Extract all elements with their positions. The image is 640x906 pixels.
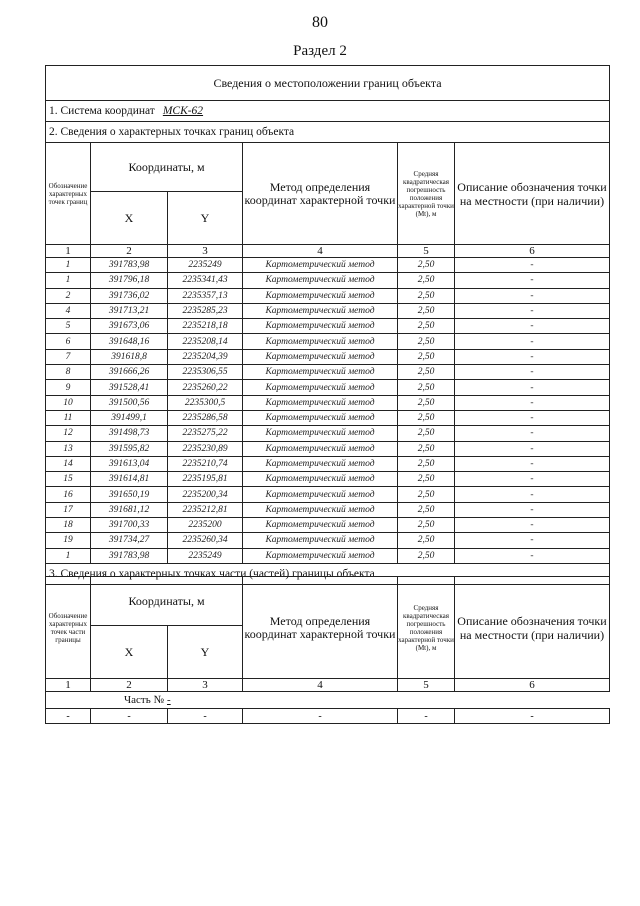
method-cell: Картометрический метод bbox=[243, 410, 398, 425]
y-cell: 2235200 bbox=[168, 518, 243, 533]
y-cell: 2235285,23 bbox=[168, 303, 243, 318]
x-cell: 391681,12 bbox=[91, 502, 168, 517]
table-row bbox=[46, 502, 610, 517]
table-row bbox=[46, 258, 610, 273]
point-number-cell: 10 bbox=[46, 395, 91, 410]
y-cell: 2235210,74 bbox=[168, 456, 243, 471]
description-cell: - bbox=[455, 258, 610, 273]
method-cell: Картометрический метод bbox=[243, 456, 398, 471]
point-number-cell: 6 bbox=[46, 334, 91, 349]
x-cell: 391700,33 bbox=[91, 518, 168, 533]
method-cell: Картометрический метод bbox=[243, 426, 398, 441]
table-row bbox=[46, 334, 610, 349]
precision-cell: 2,50 bbox=[398, 380, 455, 395]
cell: - bbox=[91, 709, 168, 724]
precision-cell: 2,50 bbox=[398, 258, 455, 273]
method-cell: Картометрический метод bbox=[243, 533, 398, 548]
x-cell: 391618,8 bbox=[91, 349, 168, 364]
cell: - bbox=[168, 709, 243, 724]
precision-cell: 2,50 bbox=[398, 319, 455, 334]
x-cell: 391673,06 bbox=[91, 319, 168, 334]
precision-cell: 2,50 bbox=[398, 395, 455, 410]
point-number-cell: 1 bbox=[46, 273, 91, 288]
x-cell: 391595,82 bbox=[91, 441, 168, 456]
table-row bbox=[46, 365, 610, 380]
precision-cell: 2,50 bbox=[398, 456, 455, 471]
column-number: 4 bbox=[243, 245, 398, 258]
y-cell: 2235357,13 bbox=[168, 288, 243, 303]
description-cell: - bbox=[455, 502, 610, 517]
method-cell: Картометрический метод bbox=[243, 288, 398, 303]
description-cell: - bbox=[455, 288, 610, 303]
x-cell: 391796,18 bbox=[91, 273, 168, 288]
precision-cell: 2,50 bbox=[398, 487, 455, 502]
column-number: 6 bbox=[455, 245, 610, 258]
point-number-cell: 17 bbox=[46, 502, 91, 517]
description-cell: - bbox=[455, 441, 610, 456]
header-x: X bbox=[91, 192, 168, 245]
method-cell: Картометрический метод bbox=[243, 349, 398, 364]
point-number-cell: 13 bbox=[46, 441, 91, 456]
page-number: 80 bbox=[312, 14, 328, 31]
precision-cell: 2,50 bbox=[398, 502, 455, 517]
description-cell: - bbox=[455, 487, 610, 502]
x-cell: 391713,21 bbox=[91, 303, 168, 318]
x-cell: 391734,27 bbox=[91, 533, 168, 548]
table-row bbox=[46, 410, 610, 425]
y-cell: 2235249 bbox=[168, 258, 243, 273]
header-description: Описание обозначения точки на местности (при наличии) bbox=[455, 143, 610, 245]
table-row bbox=[46, 518, 610, 533]
precision-cell: 2,50 bbox=[398, 518, 455, 533]
x-cell: 391614,81 bbox=[91, 472, 168, 487]
method-cell: Картометрический метод bbox=[243, 365, 398, 380]
x-cell: 391736,02 bbox=[91, 288, 168, 303]
table-row bbox=[46, 395, 610, 410]
description-cell: - bbox=[455, 273, 610, 288]
x-cell: 391500,56 bbox=[91, 395, 168, 410]
point-number-cell: 15 bbox=[46, 472, 91, 487]
column-number: 6 bbox=[455, 679, 610, 692]
method-cell: Картометрический метод bbox=[243, 380, 398, 395]
part-header-description: Описание обозначения точки на местности (при наличии) bbox=[455, 577, 610, 679]
y-cell: 2235260,34 bbox=[168, 533, 243, 548]
table-row bbox=[46, 426, 610, 441]
point-number-cell: 11 bbox=[46, 410, 91, 425]
column-number: 3 bbox=[168, 679, 243, 692]
description-cell: - bbox=[455, 456, 610, 471]
coordinate-system-label: 1. Система координат bbox=[49, 105, 155, 117]
part-header-method: Метод определения координат характерной точки bbox=[243, 577, 398, 679]
method-cell: Картометрический метод bbox=[243, 258, 398, 273]
point-number-cell: 1 bbox=[46, 548, 91, 563]
method-cell: Картометрический метод bbox=[243, 395, 398, 410]
part-header-y: Y bbox=[168, 626, 243, 679]
y-cell: 2235230,89 bbox=[168, 441, 243, 456]
column-number: 4 bbox=[243, 679, 398, 692]
description-cell: - bbox=[455, 365, 610, 380]
part-number-label: Часть № bbox=[124, 694, 164, 706]
precision-cell: 2,50 bbox=[398, 288, 455, 303]
header-coords: Координаты, м bbox=[91, 143, 243, 192]
method-cell: Картометрический метод bbox=[243, 334, 398, 349]
method-cell: Картометрический метод bbox=[243, 518, 398, 533]
header-point: Обозначение характерных точек границ bbox=[46, 143, 91, 245]
table-row bbox=[46, 533, 610, 548]
description-cell: - bbox=[455, 303, 610, 318]
precision-cell: 2,50 bbox=[398, 334, 455, 349]
point-number-cell: 1 bbox=[46, 258, 91, 273]
coordinate-system-row bbox=[46, 101, 610, 122]
point-number-cell: 4 bbox=[46, 303, 91, 318]
precision-cell: 2,50 bbox=[398, 472, 455, 487]
part-header-point: Обозначение характерных точек части границы bbox=[46, 577, 91, 679]
column-number: 5 bbox=[398, 679, 455, 692]
table-row bbox=[46, 441, 610, 456]
method-cell: Картометрический метод bbox=[243, 319, 398, 334]
cell: - bbox=[398, 709, 455, 724]
point-number-cell: 8 bbox=[46, 365, 91, 380]
precision-cell: 2,50 bbox=[398, 349, 455, 364]
boundary-table bbox=[45, 65, 610, 585]
precision-cell: 2,50 bbox=[398, 533, 455, 548]
method-cell: Картометрический метод bbox=[243, 487, 398, 502]
coordinate-system-value: МСК-62 bbox=[162, 105, 204, 117]
y-cell: 2235218,18 bbox=[168, 319, 243, 334]
table-row bbox=[46, 319, 610, 334]
cell: - bbox=[455, 709, 610, 724]
precision-cell: 2,50 bbox=[398, 273, 455, 288]
table-row bbox=[46, 380, 610, 395]
precision-cell: 2,50 bbox=[398, 303, 455, 318]
y-cell: 2235204,39 bbox=[168, 349, 243, 364]
x-cell: 391648,16 bbox=[91, 334, 168, 349]
precision-cell: 2,50 bbox=[398, 426, 455, 441]
header-y: Y bbox=[168, 192, 243, 245]
description-cell: - bbox=[455, 380, 610, 395]
y-cell: 2235306,55 bbox=[168, 365, 243, 380]
point-number-cell: 19 bbox=[46, 533, 91, 548]
method-cell: Картометрический метод bbox=[243, 303, 398, 318]
part-header-precision: Средняя квадратическая погрешность положения характерной точки (Mt), м bbox=[398, 577, 455, 679]
y-cell: 2235300,5 bbox=[168, 395, 243, 410]
column-number: 2 bbox=[91, 679, 168, 692]
description-cell: - bbox=[455, 472, 610, 487]
point-number-cell: 2 bbox=[46, 288, 91, 303]
description-cell: - bbox=[455, 334, 610, 349]
column-number: 2 bbox=[91, 245, 168, 258]
table-row bbox=[46, 303, 610, 318]
description-cell: - bbox=[455, 426, 610, 441]
point-number-cell: 14 bbox=[46, 456, 91, 471]
x-cell: 391783,98 bbox=[91, 548, 168, 563]
method-cell: Картометрический метод bbox=[243, 502, 398, 517]
column-number: 1 bbox=[46, 245, 91, 258]
cell: - bbox=[46, 709, 91, 724]
table-row bbox=[46, 487, 610, 502]
x-cell: 391528,41 bbox=[91, 380, 168, 395]
table-row bbox=[46, 349, 610, 364]
section-title: Раздел 2 bbox=[293, 43, 347, 59]
y-cell: 2235249 bbox=[168, 548, 243, 563]
x-cell: 391650,19 bbox=[91, 487, 168, 502]
y-cell: 2235212,81 bbox=[168, 502, 243, 517]
y-cell: 2235275,22 bbox=[168, 426, 243, 441]
y-cell: 2235341,43 bbox=[168, 273, 243, 288]
cell: - bbox=[243, 709, 398, 724]
precision-cell: 2,50 bbox=[398, 441, 455, 456]
point-number-cell: 18 bbox=[46, 518, 91, 533]
description-cell: - bbox=[455, 518, 610, 533]
part-column-numbers-row bbox=[46, 679, 610, 692]
table-title: Сведения о местоположении границ объекта bbox=[46, 66, 610, 101]
precision-cell: 2,50 bbox=[398, 410, 455, 425]
header-precision: Средняя квадратическая погрешность положения характерной точки (Mt), м bbox=[398, 143, 455, 245]
description-cell: - bbox=[455, 349, 610, 364]
x-cell: 391499,1 bbox=[91, 410, 168, 425]
part-data-row bbox=[46, 709, 610, 724]
y-cell: 2235286,58 bbox=[168, 410, 243, 425]
method-cell: Картометрический метод bbox=[243, 441, 398, 456]
method-cell: Картометрический метод bbox=[243, 472, 398, 487]
y-cell: 2235195,81 bbox=[168, 472, 243, 487]
description-cell: - bbox=[455, 410, 610, 425]
point-number-cell: 16 bbox=[46, 487, 91, 502]
column-number: 3 bbox=[168, 245, 243, 258]
description-cell: - bbox=[455, 395, 610, 410]
part-number-row bbox=[46, 692, 610, 709]
precision-cell: 2,50 bbox=[398, 548, 455, 563]
part-number bbox=[46, 692, 610, 709]
y-cell: 2235208,14 bbox=[168, 334, 243, 349]
precision-cell: 2,50 bbox=[398, 365, 455, 380]
point-number-cell: 12 bbox=[46, 426, 91, 441]
point-number-cell: 9 bbox=[46, 380, 91, 395]
x-cell: 391783,98 bbox=[91, 258, 168, 273]
description-cell: - bbox=[455, 319, 610, 334]
column-numbers-row bbox=[46, 245, 610, 258]
part-header-coords: Координаты, м bbox=[91, 577, 243, 626]
column-number: 1 bbox=[46, 679, 91, 692]
method-cell: Картометрический метод bbox=[243, 548, 398, 563]
method-cell: Картометрический метод bbox=[243, 273, 398, 288]
parts-table bbox=[45, 576, 610, 724]
part-header-x: X bbox=[91, 626, 168, 679]
points-section-label: 2. Сведения о характерных точках границ объекта bbox=[46, 122, 610, 143]
column-number: 5 bbox=[398, 245, 455, 258]
parts-section-label: 3. Сведения о характерных точках части (частей) границы объекта bbox=[46, 563, 610, 584]
point-number-cell: 5 bbox=[46, 319, 91, 334]
x-cell: 391613,04 bbox=[91, 456, 168, 471]
y-cell: 2235260,22 bbox=[168, 380, 243, 395]
y-cell: 2235200,34 bbox=[168, 487, 243, 502]
header-method: Метод определения координат характерной точки bbox=[243, 143, 398, 245]
table-row bbox=[46, 273, 610, 288]
table-row bbox=[46, 548, 610, 563]
table-row bbox=[46, 472, 610, 487]
x-cell: 391498,73 bbox=[91, 426, 168, 441]
point-number-cell: 7 bbox=[46, 349, 91, 364]
description-cell: - bbox=[455, 548, 610, 563]
table-row bbox=[46, 288, 610, 303]
table-row bbox=[46, 456, 610, 471]
part-number-value: - bbox=[166, 694, 171, 706]
description-cell: - bbox=[455, 533, 610, 548]
x-cell: 391666,26 bbox=[91, 365, 168, 380]
